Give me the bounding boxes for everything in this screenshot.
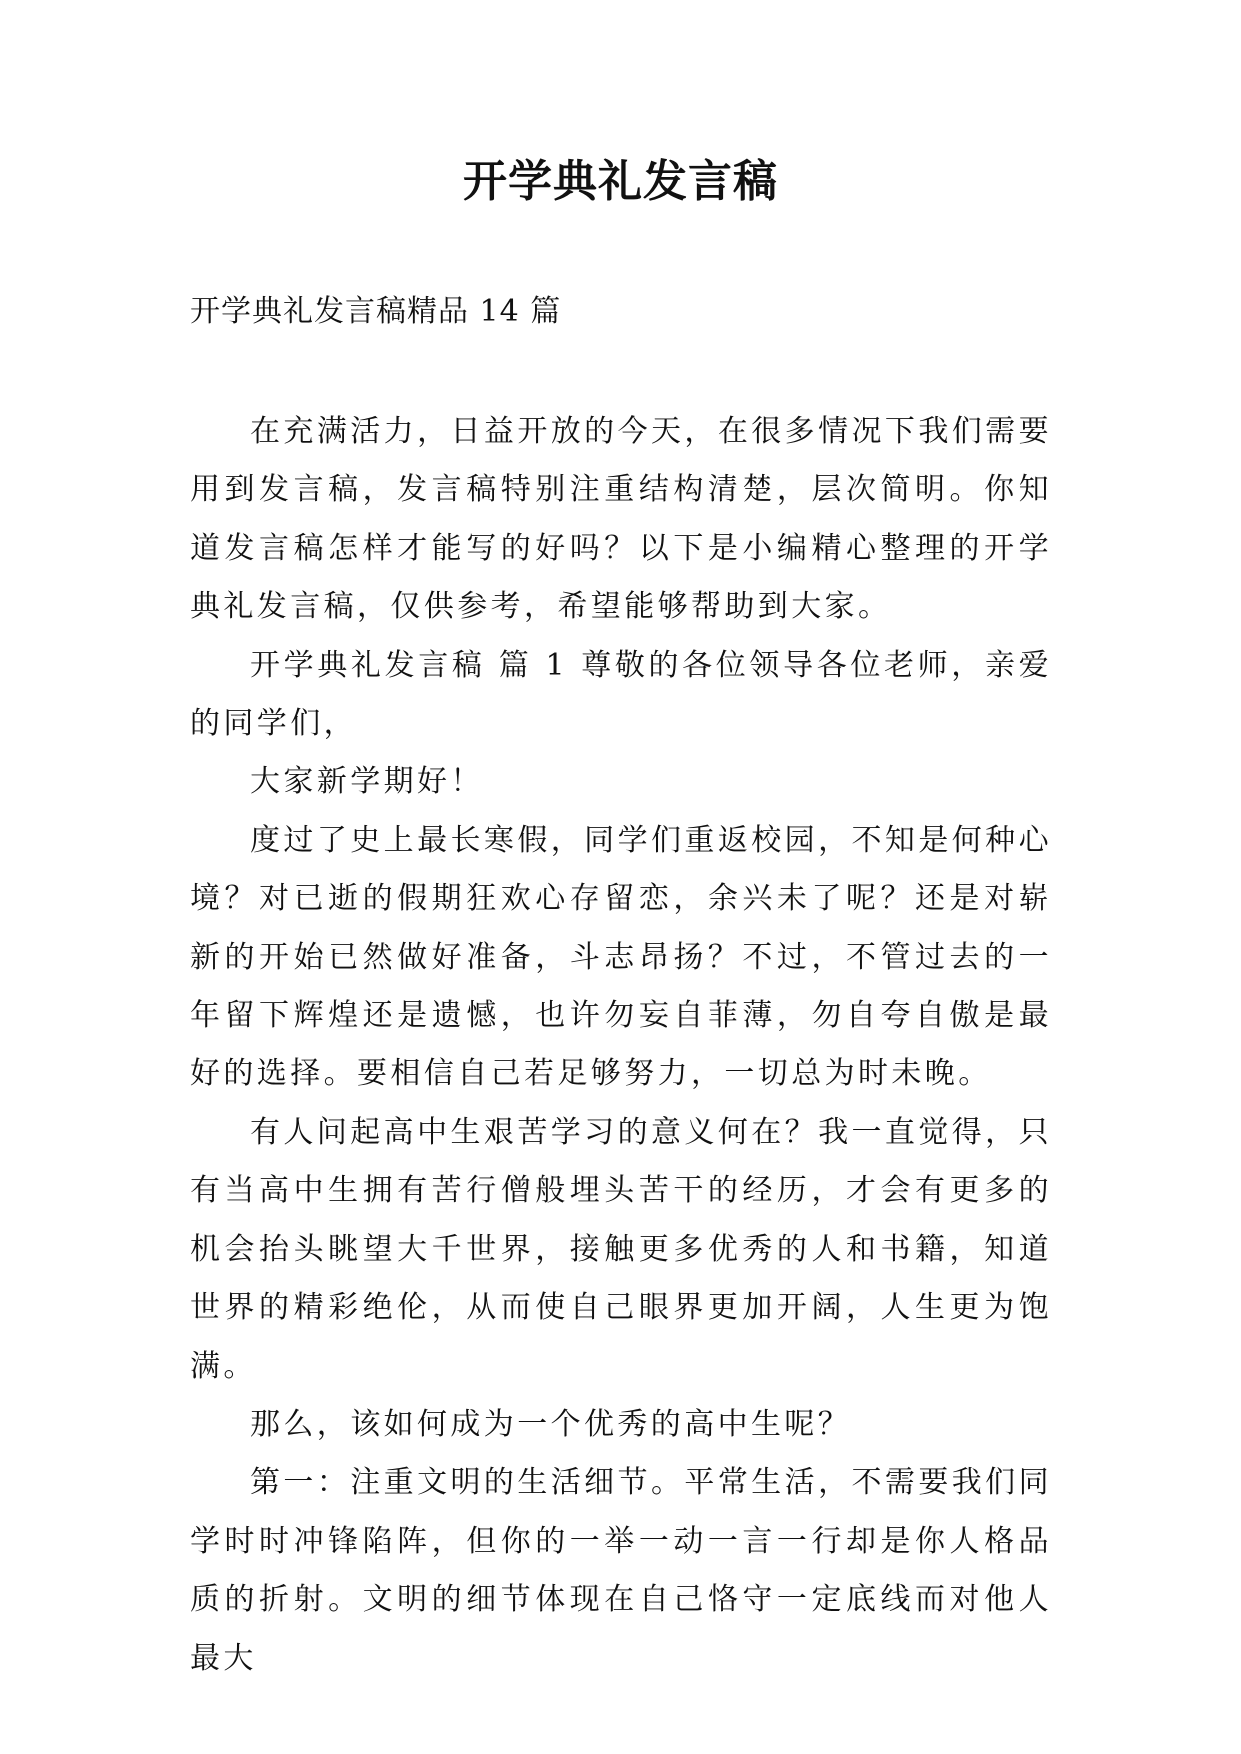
paragraph: 在充满活力，日益开放的今天，在很多情况下我们需要用到发言稿，发言稿特别注重结构清楚，层次简明。你知道发言稿怎样才能写的好吗？以下是小编精心整理的开学典礼发言稿，仅供参考，希望能够帮助到大家。: [190, 414, 1052, 625]
document-subtitle: 开学典礼发言稿精品 14 篇: [190, 294, 562, 329]
document-title: 开学典礼发言稿: [463, 156, 778, 207]
paragraph: 大家新学期好！: [250, 764, 484, 800]
paragraph: 开学典礼发言稿 篇 1 尊敬的各位领导各位老师，亲爱的同学们，: [190, 647, 1052, 742]
paragraph: 第一：注重文明的生活细节。平常生活，不需要我们同学时时冲锋陷阵，但你的一举一动一言一行却是你人格品质的折射。文明的细节体现在自己恪守一定底线而对他人最大: [190, 1465, 1052, 1676]
paragraph: 度过了史上最长寒假，同学们重返校园，不知是何种心境？对已逝的假期狂欢心存留恋，余兴未了呢？还是对崭新的开始已然做好准备，斗志昂扬？不过，不管过去的一年留下辉煌还是遗憾，也许勿妄自菲薄，勿自夸自傲是最好的选择。要相信自己若足够努力，一切总为时未晚。: [190, 822, 1052, 1092]
paragraph: 那么，该如何成为一个优秀的高中生呢？: [250, 1406, 852, 1442]
paragraph: 有人问起高中生艰苦学习的意义何在？我一直觉得，只有当高中生拥有苦行僧般埋头苦干的经历，才会有更多的机会抬头眺望大千世界，接触更多优秀的人和书籍，知道世界的精彩绝伦，从而使自己眼界更加开阔，人生更为饱满。: [190, 1114, 1052, 1384]
document-body: [190, 403, 1052, 1688]
